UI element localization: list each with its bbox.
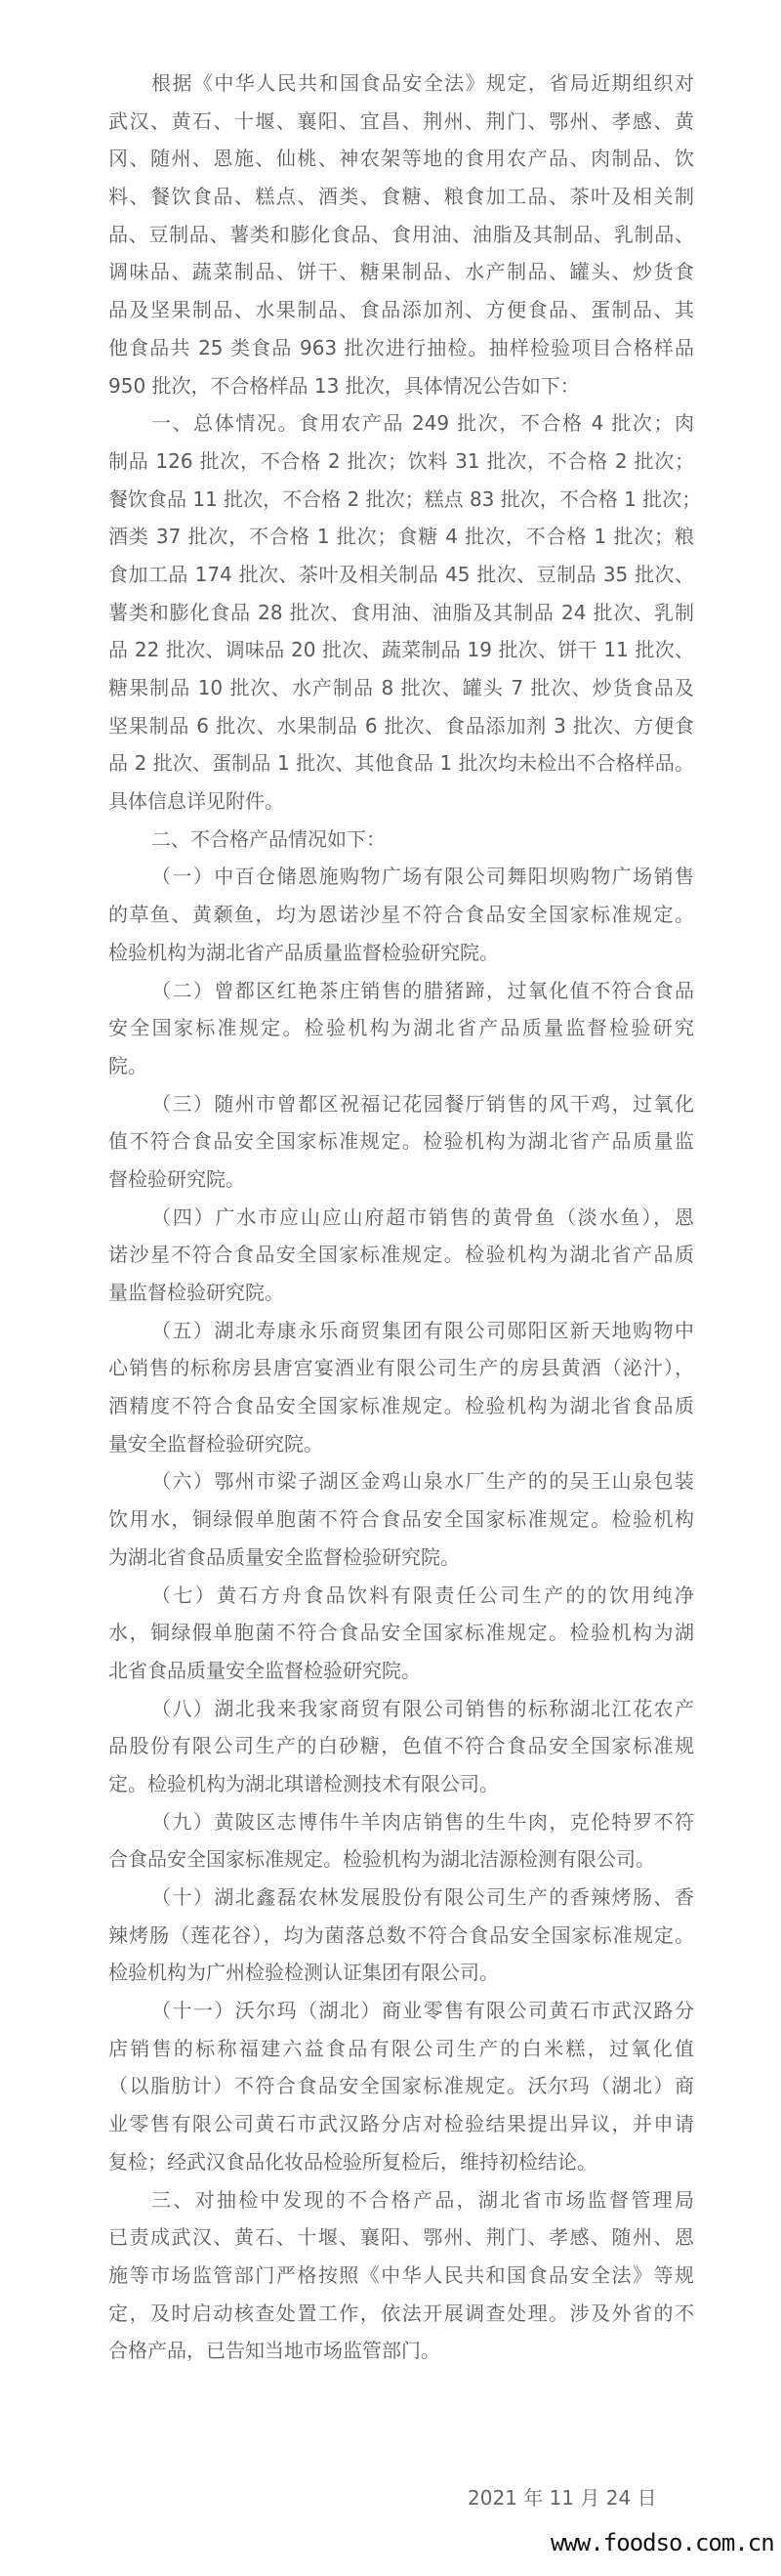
- text-line: （四）广水市应山应山府超市销售的黄骨鱼（淡水鱼），恩: [151, 1204, 694, 1229]
- text-line: 品、豆制品、薯类和膨化食品、食用油、油脂及其制品、乳制品、: [108, 222, 694, 246]
- text-line: （七）黄石方舟食品饮料有限责任公司生产的的饮用纯净: [151, 1583, 694, 1607]
- text-line: （以脂肪计）不符合食品安全国家标准规定。沃尔玛（湖北）商: [108, 2074, 694, 2098]
- text-line: 定，及时启动核查处置工作，依法开展调查处理。涉及外省的不: [108, 2301, 694, 2325]
- text-line: 复检；经武汉食品化妆品检验所复检后，维持初检结论。: [108, 2149, 596, 2174]
- text-line: 制品 126 批次，不合格 2 批次；饮料 31 批次，不合格 2 批次；: [108, 448, 694, 473]
- paragraph: [108, 1577, 694, 1690]
- paragraph: [108, 972, 694, 1085]
- text-line: 检验机构为广州检验检测认证集团有限公司。: [108, 1961, 499, 1985]
- text-line: 一、总体情况。食用农产品 249 批次，不合格 4 批次；肉: [151, 411, 694, 436]
- text-line: 北省食品质量安全监督检验研究院。: [108, 1658, 421, 1682]
- text-line: 食加工品 174 批次、茶叶及相关制品 45 批次、豆制品 35 批次、: [108, 562, 694, 586]
- paragraph: [108, 64, 694, 404]
- text-line: 调味品、蔬菜制品、饼干、糖果制品、水产制品、罐头、炒货食: [108, 260, 694, 284]
- text-line: 糖果制品 10 批次、水产制品 8 批次、罐头 7 批次、炒货食品及: [108, 676, 694, 699]
- text-line: 合格产品，已告知当地市场监管部门。: [108, 2339, 440, 2363]
- paragraph: [108, 1879, 694, 1992]
- text-line: 值不符合食品安全国家标准规定。检验机构为湖北省产品质量监: [108, 1129, 694, 1154]
- text-line: （六）鄂州市梁子湖区金鸡山泉水厂生产的的吴王山泉包装: [151, 1469, 694, 1494]
- text-line: 合食品安全国家标准规定。检验机构为湖北洁源检测有限公司。: [108, 1847, 655, 1872]
- text-line: 根据《中华人民共和国食品安全法》规定，省局近期组织对: [151, 71, 694, 95]
- text-line: 坚果制品 6 批次、水果制品 6 批次、食品添加剂 3 批次、方便食: [108, 713, 694, 738]
- text-line: 督检验研究院。: [108, 1166, 245, 1191]
- text-line: 院。: [108, 1053, 147, 1077]
- text-line: 具体信息详见附件。: [108, 789, 284, 814]
- text-line: 料、餐饮食品、糕点、酒类、食糖、粮食加工品、茶叶及相关制: [108, 185, 694, 209]
- announcement-body: [108, 64, 702, 2370]
- text-line: 品及坚果制品、水果制品、食品添加剂、方便食品、蛋制品、其: [108, 298, 694, 322]
- text-line: 心销售的标称房县唐宫宴酒业有限公司生产的房县黄酒（泌汁），: [108, 1356, 694, 1380]
- paragraph: [108, 2181, 694, 2370]
- text-line: （三）随州市曾都区祝福记花园餐厅销售的风干鸡，过氧化: [151, 1091, 694, 1116]
- text-line: 店销售的标称福建六益食品有限公司生产的白米糕，过氧化值: [108, 2036, 694, 2060]
- paragraph: [108, 1462, 694, 1576]
- paragraph: [108, 1992, 694, 2180]
- text-line: 已责成武汉、黄石、十堰、襄阳、鄂州、荆门、孝感、随州、恩: [108, 2225, 694, 2250]
- paragraph: [108, 1199, 694, 1312]
- text-line: 薯类和膨化食品 28 批次、食用油、油脂及其制品 24 批次、乳制: [108, 600, 694, 624]
- text-line: 二、不合格产品情况如下：: [151, 826, 386, 851]
- text-line: 量安全监督检验研究院。: [108, 1431, 323, 1456]
- text-line: 他食品共 25 类食品 963 批次进行抽检。抽样检验项目合格样品: [108, 335, 694, 359]
- text-line: 的草鱼、黄颡鱼，均为恩诺沙星不符合食品安全国家标准规定。: [108, 903, 694, 927]
- text-line: （五）湖北寿康永乐商贸集团有限公司郧阳区新天地购物中: [151, 1318, 694, 1342]
- text-line: 安全国家标准规定。检验机构为湖北省产品质量监督检验研究: [108, 1016, 694, 1040]
- announcement-date: 2021 年 11 月 24 日: [468, 2486, 657, 2510]
- paragraph: [108, 821, 694, 859]
- text-line: 三、对抽检中发现的不合格产品，湖北省市场监督管理局: [151, 2187, 694, 2212]
- text-line: 品 2 批次、蛋制品 1 批次、其他食品 1 批次均未检出不合格样品。: [108, 751, 694, 776]
- text-line: （十一）沃尔玛（湖北）商业零售有限公司黄石市武汉路分: [151, 1999, 694, 2023]
- paragraph: [108, 404, 702, 821]
- text-line: 水，铜绿假单胞菌不符合食品安全国家标准规定。检验机构为湖: [108, 1621, 694, 1645]
- paragraph: [108, 858, 694, 971]
- text-line: 酒类 37 批次，不合格 1 批次；食糖 4 批次，不合格 1 批次；粮: [108, 525, 694, 549]
- text-line: （八）湖北我来我家商贸有限公司销售的标称湖北江花农产: [151, 1696, 694, 1720]
- text-line: （二）曾都区红艳茶庄销售的腊猪蹄，过氧化值不符合食品: [151, 978, 694, 1002]
- text-line: 饮用水，铜绿假单胞菌不符合食品安全国家标准规定。检验机构: [108, 1507, 694, 1532]
- text-line: 酒精度不符合食品安全国家标准规定。检验机构为湖北省食品质: [108, 1394, 694, 1418]
- text-line: 辣烤肠（莲花谷），均为菌落总数不符合食品安全国家标准规定。: [108, 1922, 694, 1947]
- text-line: （九）黄陂区志博伟牛羊肉店销售的生牛肉，克伦特罗不符: [151, 1809, 694, 1834]
- site-watermark: www.foodso.com.cn: [551, 2529, 774, 2556]
- paragraph: [108, 1312, 694, 1463]
- text-line: 武汉、黄石、十堰、襄阳、宜昌、荆州、荆门、鄂州、孝感、黄: [108, 108, 694, 133]
- text-line: （一）中百仓储恩施购物广场有限公司舞阳坝购物广场销售: [151, 865, 694, 889]
- text-line: 诺沙星不符合食品安全国家标准规定。检验机构为湖北省产品质: [108, 1243, 694, 1267]
- text-line: 定。检验机构为湖北琪谱检测技术有限公司。: [108, 1771, 499, 1795]
- text-line: 业零售有限公司黄石市武汉路分店对检验结果提出异议，并申请: [108, 2112, 694, 2136]
- text-line: 为湖北省食品质量安全监督检验研究院。: [108, 1544, 460, 1569]
- paragraph: [108, 1690, 694, 1803]
- paragraph: [108, 1803, 694, 1879]
- text-line: 冈、随州、恩施、仙桃、神农架等地的食用农产品、肉制品、饮: [108, 147, 694, 171]
- text-line: 品股份有限公司生产的白砂糖，色值不符合食品安全国家标准规: [108, 1734, 694, 1758]
- text-line: 品 22 批次、调味品 20 批次、蔬菜制品 19 批次、饼干 11 批次、: [108, 638, 694, 662]
- paragraph: [108, 1085, 694, 1199]
- text-line: （十）湖北鑫磊农林发展股份有限公司生产的香辣烤肠、香: [151, 1885, 694, 1909]
- text-line: 量监督检验研究院。: [108, 1281, 284, 1304]
- text-line: 餐饮食品 11 批次，不合格 2 批次；糕点 83 批次，不合格 1 批次；: [108, 486, 702, 511]
- text-line: 检验机构为湖北省产品质量监督检验研究院。: [108, 940, 499, 964]
- text-line: 950 批次，不合格样品 13 批次，具体情况公告如下：: [108, 373, 580, 398]
- text-line: 施等市场监管部门严格按照《中华人民共和国食品安全法》等规: [108, 2262, 694, 2287]
